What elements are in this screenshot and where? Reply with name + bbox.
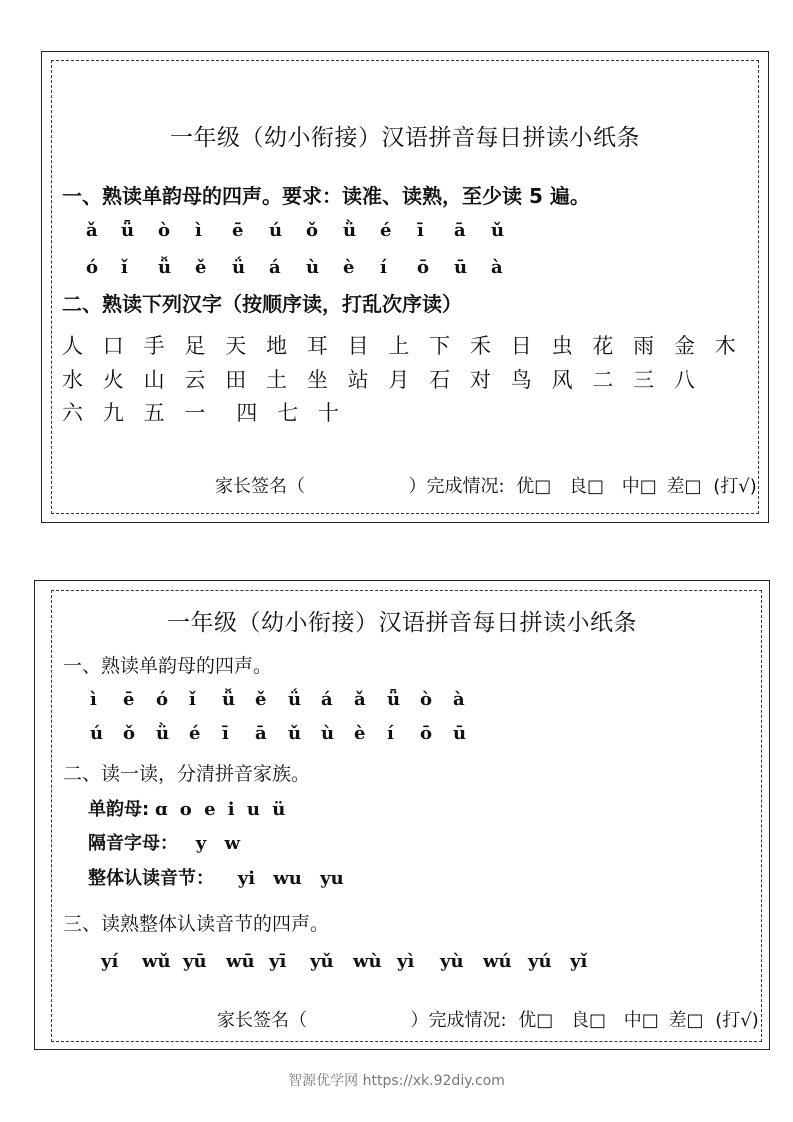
hanzi-char: 八 xyxy=(673,368,695,392)
pinyin-syllable: à xyxy=(491,257,503,278)
pinyin-syllable: yú xyxy=(528,951,552,972)
hanzi-char: 十 xyxy=(317,401,339,425)
option-good[interactable]: 良□ xyxy=(571,1010,607,1031)
check-note: (打√) xyxy=(715,1010,759,1031)
pinyin-syllable: ó xyxy=(156,689,169,710)
pinyin-syllable: ā xyxy=(255,723,267,744)
pinyin-syllable: yū xyxy=(183,951,207,972)
hanzi-char: 四 xyxy=(236,401,258,425)
pinyin-syllable: ò xyxy=(420,689,433,710)
hanzi-char: 足 xyxy=(184,334,206,358)
pinyin-syllable: ì xyxy=(195,220,202,241)
hanzi-char: 坐 xyxy=(306,368,328,392)
pinyin-syllable: ǎ xyxy=(86,220,98,241)
pinyin-syllable: ǚ xyxy=(158,257,172,278)
card-2-section-1-heading: 一、熟读单韵母的四声。 xyxy=(63,655,273,677)
pinyin-syllable: yǔ xyxy=(310,951,334,972)
hanzi-char: 一 xyxy=(184,401,206,425)
pinyin-syllable: à xyxy=(453,689,465,710)
pinyin-syllable: ǚ xyxy=(222,689,236,710)
hanzi-char: 虫 xyxy=(551,334,573,358)
pinyin-syllable: wū xyxy=(226,951,255,972)
hanzi-char: 月 xyxy=(388,368,410,392)
hanzi-char: 耳 xyxy=(306,334,328,358)
hanzi-char: 禾 xyxy=(469,334,491,358)
card-2-pinyin-row-2 xyxy=(90,723,486,744)
hanzi-char: 站 xyxy=(347,368,369,392)
hanzi-char: 田 xyxy=(225,368,247,392)
hanzi-char: 九 xyxy=(102,401,124,425)
pinyin-syllable: ō xyxy=(417,257,430,278)
option-poor[interactable]: 差□ xyxy=(666,476,702,497)
pinyin-syllable: ù xyxy=(306,257,320,278)
hanzi-char: 地 xyxy=(265,334,287,358)
card-2-title: 一年级（幼小衔接）汉语拼音每日拼读小纸条 xyxy=(167,610,637,636)
hanzi-char: 木 xyxy=(714,334,736,358)
parent-signature-label: 家长签名（ xyxy=(217,1010,307,1031)
hanzi-char: 二 xyxy=(592,368,614,392)
hanzi-char: 天 xyxy=(225,334,247,358)
pinyin-syllable: yù xyxy=(440,951,464,972)
whole-syllables-values: yi wu yu xyxy=(237,868,344,889)
card-2-group-separator-letters xyxy=(88,829,240,855)
card-1-hanzi-row-3 xyxy=(62,397,359,427)
card-2-syllable-row xyxy=(101,951,600,972)
hanzi-char: 雨 xyxy=(633,334,655,358)
pinyin-syllable: ù xyxy=(321,723,335,744)
reading-card-1 xyxy=(41,51,769,523)
pinyin-syllable: ā xyxy=(454,220,466,241)
card-1-pinyin-row-2 xyxy=(86,257,528,278)
pinyin-syllable: è xyxy=(343,257,355,278)
pinyin-syllable: ū xyxy=(453,723,467,744)
pinyin-syllable: yī xyxy=(269,951,287,972)
pinyin-syllable: ě xyxy=(255,689,267,710)
site-watermark-footer: 智源优学网 https://xk.92diy.com xyxy=(288,1073,505,1089)
completion-label: ）完成情况: xyxy=(408,476,505,497)
hanzi-char: 上 xyxy=(388,334,410,358)
hanzi-char: 花 xyxy=(592,334,614,358)
hanzi-char: 金 xyxy=(673,334,695,358)
pinyin-syllable: é xyxy=(380,220,392,241)
hanzi-char: 人 xyxy=(62,334,83,358)
separator-letters-label: 隔音字母： xyxy=(88,833,178,854)
pinyin-syllable: ǔ xyxy=(288,723,302,744)
hanzi-char: 六 xyxy=(62,401,83,425)
pinyin-syllable: ó xyxy=(86,257,99,278)
card-2-group-whole-syllables xyxy=(88,864,344,890)
hanzi-char: 风 xyxy=(551,368,573,392)
pinyin-syllable: ǘ xyxy=(232,257,246,278)
pinyin-syllable: ē xyxy=(232,220,244,241)
pinyin-syllable: yí xyxy=(101,951,119,972)
pinyin-syllable: ǔ xyxy=(491,220,505,241)
pinyin-syllable: ò xyxy=(158,220,171,241)
pinyin-syllable: wú xyxy=(483,951,512,972)
separator-letters-values: y w xyxy=(195,833,240,854)
option-average[interactable]: 中□ xyxy=(621,476,657,497)
hanzi-char: 火 xyxy=(102,368,124,392)
reading-card-2 xyxy=(34,580,770,1050)
option-average[interactable]: 中□ xyxy=(623,1010,659,1031)
pinyin-syllable: ī xyxy=(417,220,424,241)
pinyin-syllable: ǜ xyxy=(156,723,170,744)
hanzi-char: 石 xyxy=(429,368,451,392)
pinyin-syllable: wǔ xyxy=(142,951,171,972)
pinyin-syllable: ī xyxy=(222,723,229,744)
pinyin-syllable: ǖ xyxy=(121,220,135,241)
pinyin-syllable: ē xyxy=(123,689,135,710)
check-note: (打√) xyxy=(713,476,757,497)
hanzi-char: 五 xyxy=(143,401,165,425)
hanzi-char: 鸟 xyxy=(510,368,532,392)
card-1-hanzi-row-2 xyxy=(62,364,715,394)
pinyin-syllable: ǒ xyxy=(306,220,319,241)
card-2-signature-line xyxy=(217,1006,759,1032)
pinyin-syllable: ú xyxy=(269,220,283,241)
card-1-section-2-heading: 二、熟读下列汉字（按顺序读，打乱次序读） xyxy=(62,292,462,316)
hanzi-char: 山 xyxy=(143,368,165,392)
pinyin-syllable: ǐ xyxy=(189,689,196,710)
single-finals-values: ɑ o e i u ü xyxy=(154,799,286,820)
pinyin-syllable: ú xyxy=(90,723,104,744)
parent-signature-label: 家长签名（ xyxy=(215,476,305,497)
pinyin-syllable: í xyxy=(380,257,387,278)
hanzi-char: 水 xyxy=(62,368,83,392)
card-1-section-1-heading: 一、熟读单韵母的四声。要求：读准、读熟，至少读 5 遍。 xyxy=(62,184,590,208)
hanzi-char: 手 xyxy=(143,334,165,358)
pinyin-syllable: ǘ xyxy=(288,689,302,710)
hanzi-char: 七 xyxy=(277,401,299,425)
pinyin-syllable: ǖ xyxy=(387,689,401,710)
card-1-pinyin-row-1 xyxy=(86,220,528,241)
single-finals-label: 单韵母: xyxy=(88,799,150,820)
pinyin-syllable: ǜ xyxy=(343,220,357,241)
hanzi-char: 云 xyxy=(184,368,206,392)
whole-syllables-label: 整体认读音节： xyxy=(88,868,214,889)
pinyin-syllable: ǎ xyxy=(354,689,366,710)
card-2-group-single-finals xyxy=(88,795,285,821)
pinyin-syllable: ǐ xyxy=(121,257,128,278)
pinyin-syllable: á xyxy=(269,257,281,278)
completion-label: ）完成情况: xyxy=(410,1010,507,1031)
pinyin-syllable: í xyxy=(387,723,394,744)
pinyin-syllable: wù xyxy=(353,951,382,972)
option-poor[interactable]: 差□ xyxy=(668,1010,704,1031)
pinyin-syllable: ě xyxy=(195,257,207,278)
card-2-section-3-heading: 三、读熟整体认读音节的四声。 xyxy=(63,913,330,935)
hanzi-char: 口 xyxy=(102,334,124,358)
option-good[interactable]: 良□ xyxy=(569,476,605,497)
hanzi-char: 下 xyxy=(429,334,451,358)
card-2-section-2-heading: 二、读一读，分清拼音家族。 xyxy=(63,763,311,785)
card-1-title: 一年级（幼小衔接）汉语拼音每日拼读小纸条 xyxy=(170,125,640,151)
pinyin-syllable: á xyxy=(321,689,333,710)
pinyin-syllable: ū xyxy=(454,257,468,278)
pinyin-syllable: yǐ xyxy=(570,951,588,972)
pinyin-syllable: è xyxy=(354,723,366,744)
hanzi-char: 土 xyxy=(265,368,287,392)
card-1-hanzi-row-1 xyxy=(62,330,756,360)
card-2-pinyin-row-1 xyxy=(90,689,486,710)
hanzi-char: 目 xyxy=(347,334,369,358)
hanzi-char: 对 xyxy=(469,368,491,392)
pinyin-syllable: ì xyxy=(90,689,97,710)
hanzi-char: 三 xyxy=(633,368,655,392)
pinyin-syllable: é xyxy=(189,723,201,744)
pinyin-syllable: yì xyxy=(397,951,415,972)
card-1-signature-line xyxy=(215,472,757,498)
option-excellent[interactable]: 优□ xyxy=(518,1010,554,1031)
option-excellent[interactable]: 优□ xyxy=(516,476,552,497)
pinyin-syllable: ǒ xyxy=(123,723,136,744)
hanzi-char: 日 xyxy=(510,334,532,358)
pinyin-syllable: ō xyxy=(420,723,433,744)
